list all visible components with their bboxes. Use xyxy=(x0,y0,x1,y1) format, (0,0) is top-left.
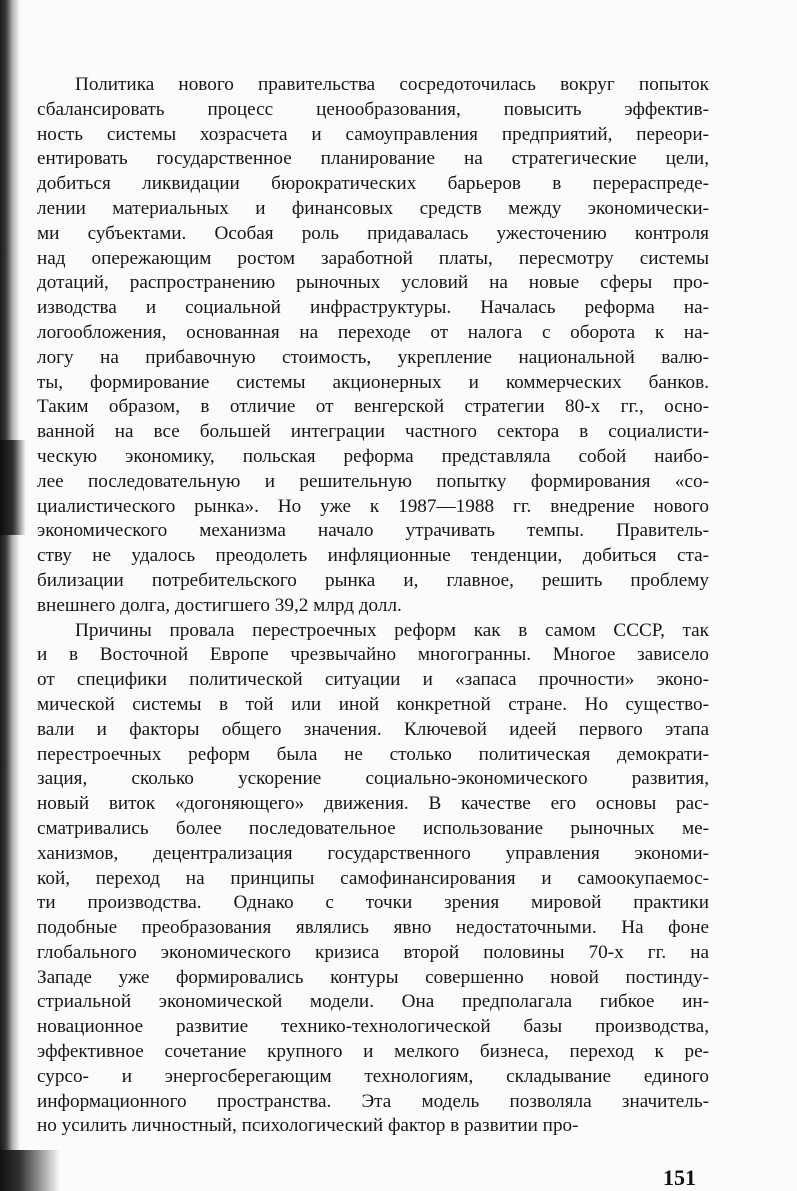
text-line: сматривались более последовательное использование рыночных ме- xyxy=(37,817,709,839)
text-line: глобального экономического кризиса второй половины 70-х гг. на xyxy=(37,941,709,963)
text-line: добиться ликвидации бюрократических барьеров в перераспреде- xyxy=(37,173,709,195)
text-line: вали и факторы общего значения. Ключевой идеей первого этапа xyxy=(37,718,709,740)
text-line: подобные преобразования являлись явно недостаточными. На фоне xyxy=(37,917,709,939)
text-line: сурсо- и энергосберегающим технологиям, складывание единого xyxy=(37,1065,709,1087)
text-line: лее последовательную и решительную попытку формирования «со- xyxy=(37,470,709,492)
text-line: дотаций, распространению рыночных условий на новые сферы про- xyxy=(37,272,709,294)
paragraph-1 xyxy=(37,73,709,619)
text-line: ванной на все большей интеграции частного сектора в социалисти- xyxy=(37,421,709,443)
text-line: от специфики политической ситуации и «запаса прочности» эконо- xyxy=(37,669,709,691)
text-line: и в Восточной Европе чрезвычайно многогранны. Многое зависело xyxy=(37,644,709,666)
text-line: логу на прибавочную стоимость, укрепление национальной валю- xyxy=(37,346,709,368)
text-line: ты, формирование системы акционерных и коммерческих банков. xyxy=(37,371,709,393)
scan-smudge xyxy=(0,440,26,535)
text-line: логообложения, основанная на переходе от налога с оборота к на- xyxy=(37,321,709,343)
text-line: лении материальных и финансовых средств между экономически- xyxy=(37,197,709,219)
text-line: Причины провала перестроечных реформ как в самом СССР, так xyxy=(75,619,709,641)
text-line: ентировать государственное планирование на стратегические цели, xyxy=(37,148,709,170)
text-line: Западе уже формировались контуры совершенно новой постинду- xyxy=(37,966,709,988)
text-line: информационного пространства. Эта модель позволяла значитель- xyxy=(37,1090,709,1112)
body-text xyxy=(37,73,709,1139)
page-number: 151 xyxy=(663,1165,696,1190)
text-line: но усилить личностный, психологический фактор в развитии про- xyxy=(37,1115,579,1137)
text-line: эффективное сочетание крупного и мелкого бизнеса, переход к ре- xyxy=(37,1041,709,1063)
text-line: ству не удалось преодолеть инфляционные тенденции, добиться ста- xyxy=(37,545,709,567)
text-line: зация, сколько ускорение социально-экономического развития, xyxy=(37,768,709,790)
paragraph-2 xyxy=(37,619,709,1140)
text-line: изводства и социальной инфраструктуры. Началась реформа на- xyxy=(37,297,709,319)
text-line: ханизмов, децентрализация государственного управления экономи- xyxy=(37,842,709,864)
text-line: ми субъектами. Особая роль придавалась ужесточению контроля xyxy=(37,222,709,244)
text-line: новационное развитие технико-технологической базы производства, xyxy=(37,1016,709,1038)
text-line: билизации потребительского рынка и, главное, решить проблему xyxy=(37,569,709,591)
text-line: Таким образом, в отличие от венгерской стратегии 80-х гг., осно- xyxy=(37,396,709,418)
text-line: сбалансировать процесс ценообразования, повысить эффектив- xyxy=(37,98,709,120)
text-line: ческую экономику, польская реформа представляла собой наибо- xyxy=(37,445,709,467)
text-line: перестроечных реформ была не столько политическая демократи- xyxy=(37,743,709,765)
text-line: кой, переход на принципы самофинансирования и самоокупаемос- xyxy=(37,867,709,889)
text-line: Политика нового правительства сосредоточилась вокруг попыток xyxy=(75,74,709,95)
scan-smudge-bottom xyxy=(0,1150,60,1191)
text-line: внешнего долга, достигшего 39,2 млрд долл. xyxy=(37,594,402,616)
text-line: экономического механизма начало утрачивать темпы. Правитель- xyxy=(37,520,709,542)
text-line: новый виток «догоняющего» движения. В качестве его основы рас- xyxy=(37,793,709,815)
text-line: над опережающим ростом заработной платы, пересмотру системы xyxy=(37,247,709,269)
text-line: ность системы хозрасчета и самоуправления предприятий, переори- xyxy=(37,123,709,145)
text-line: стриальной экономической модели. Она предполагала гибкое ин- xyxy=(37,991,709,1013)
scan-shadow-edge xyxy=(0,0,20,1191)
text-line: циалистического рынка». Но уже к 1987—1988 гг. внедрение нового xyxy=(37,495,709,517)
text-line: ти производства. Однако с точки зрения мировой практики xyxy=(37,892,709,914)
text-line: мической системы в той или иной конкретной стране. Но существо- xyxy=(37,693,709,715)
